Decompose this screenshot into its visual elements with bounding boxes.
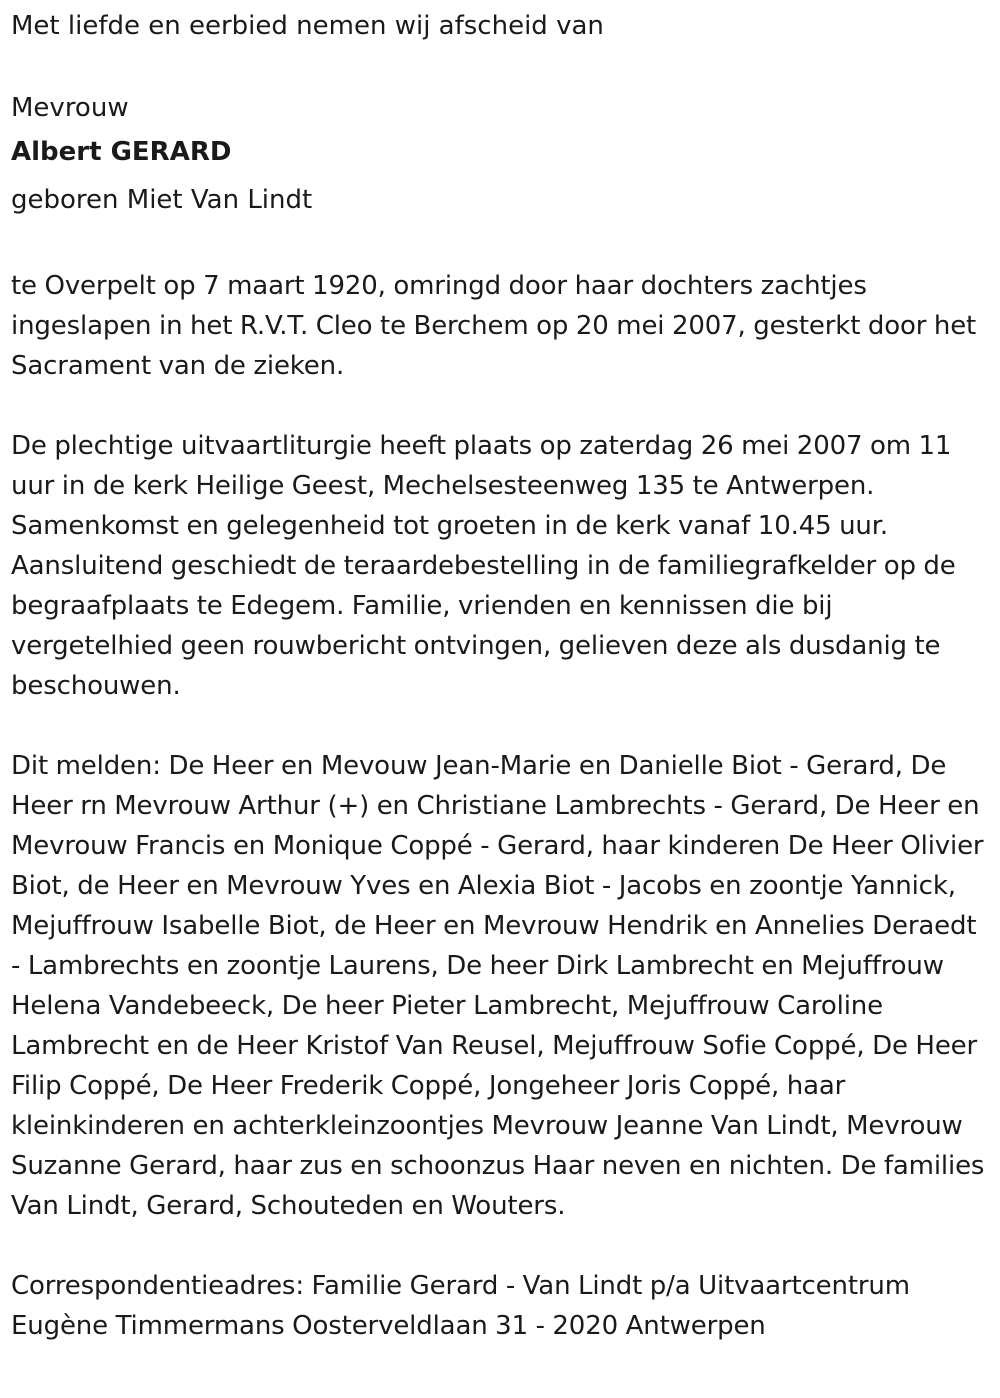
birth-death-paragraph: te Overpelt op 7 maart 1920, omringd door haar dochters zachtjes ingeslapen in het R.V.T. Cleo te Berchem op 20 mei 2007, gesterkt door het Sacrament van de zieken. (11, 271, 977, 381)
correspondence-paragraph: Correspondentieadres: Familie Gerard - Van Lindt p/a Uitvaartcentrum Eugène Timmermans Oosterveldlaan 31 - 2020 Antwerpen (11, 1271, 910, 1341)
salutation: Mevrouw (11, 93, 129, 123)
ceremony-paragraph: De plechtige uitvaartliturgie heeft plaats op zaterdag 26 mei 2007 om 11 uur in de kerk Heilige Geest, Mechelsesteenweg 135 te Antwerpen. Samenkomst en gelegenheid tot groeten in de kerk vanaf 10.45 uur. Aansluitend geschiedt de teraardebestelling in de familiegrafkelder op de begraafplaats te Edegem. Familie, vrienden en kennissen die bij vergetelhied geen rouwbericht ontvingen, gelieven deze als dusdanig te beschouwen. (11, 431, 956, 701)
birth-name: geboren Miet Van Lindt (11, 185, 313, 215)
deceased-name: Albert GERARD (11, 137, 232, 167)
announced-by-paragraph: Dit melden: De Heer en Mevouw Jean-Marie en Danielle Biot - Gerard, De Heer rn Mevrouw Arthur (+) en Christiane Lambrechts - Gerard, De Heer en Mevrouw Francis en Monique Coppé - Gerard, haar kinderen De Heer Olivier Biot, de Heer en Mevrouw Yves en Alexia Biot - Jacobs en zoontje Yannick, Mejuffrouw Isabelle Biot, de Heer en Mevrouw Hendrik en Annelies Deraedt - Lambrechts en zoontje Laurens, De heer Dirk Lambrecht en Mejuffrouw Helena Vandebeeck, De heer Pieter Lambrecht, Mejuffrouw Caroline Lambrecht en de Heer Kristof Van Reusel, Mejuffrouw Sofie Coppé, De Heer Filip Coppé, De Heer Frederik Coppé, Jongeheer Joris Coppé, haar kleinkinderen en achterkleinzoontjes Mevrouw Jeanne Van Lindt, Mevrouw Suzanne Gerard, haar zus en schoonzus Haar neven en nichten. De families Van Lindt, Gerard, Schouteden en Wouters. (11, 751, 985, 1221)
intro-text: Met liefde en eerbied nemen wij afscheid van (11, 11, 604, 41)
